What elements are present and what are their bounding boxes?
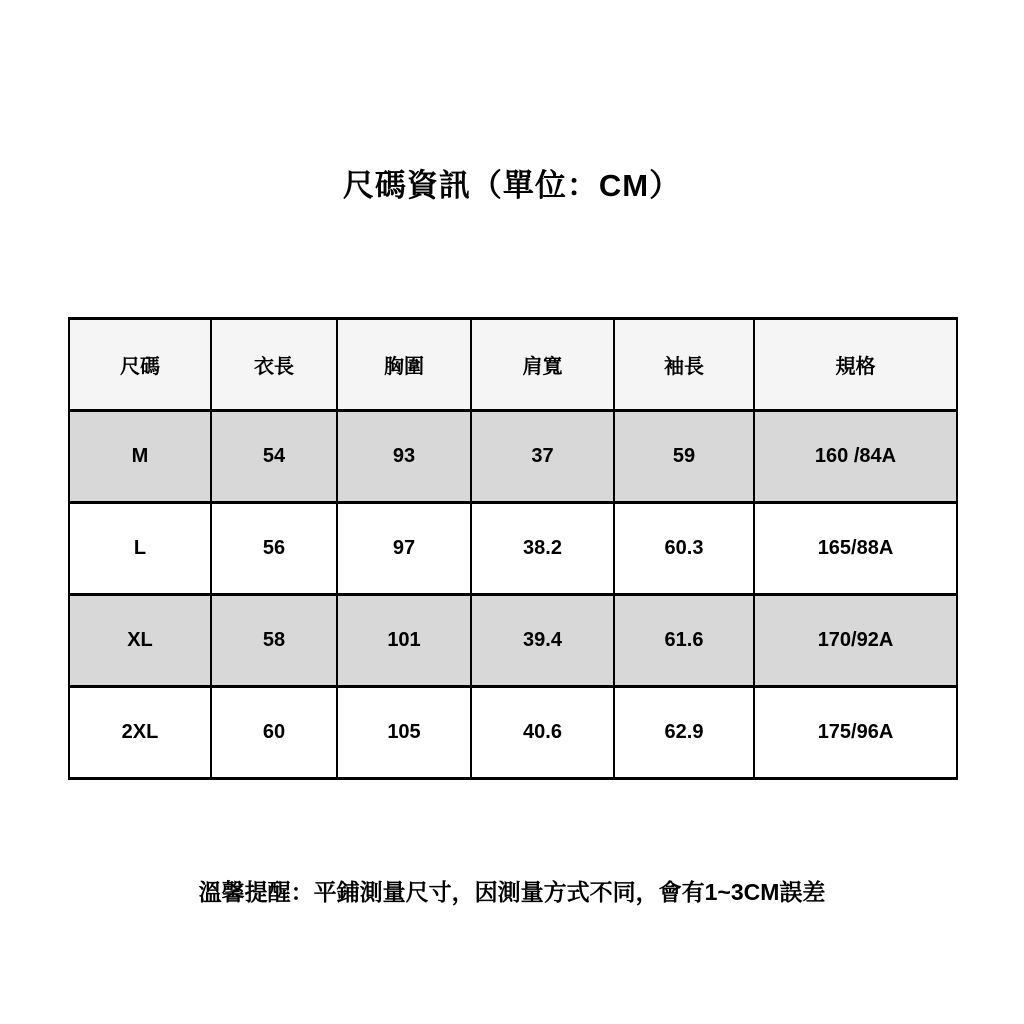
table-cell: 170/92A [754, 595, 957, 687]
table-cell: 54 [211, 411, 337, 503]
table-cell: 59 [614, 411, 754, 503]
table-cell: 175/96A [754, 687, 957, 779]
table-cell: 58 [211, 595, 337, 687]
table-cell: 60 [211, 687, 337, 779]
table-cell: 56 [211, 503, 337, 595]
table-header-row [69, 319, 957, 411]
table-cell: 38.2 [471, 503, 614, 595]
table-cell: 37 [471, 411, 614, 503]
size-label-cell: 2XL [69, 687, 211, 779]
reminder-note: 溫馨提醒：平鋪測量尺寸，因測量方式不同，會有1~3CM誤差 [198, 879, 826, 905]
table-cell: 101 [337, 595, 471, 687]
table-cell: 93 [337, 411, 471, 503]
table-cell: 40.6 [471, 687, 614, 779]
column-header-spec: 規格 [754, 319, 957, 411]
table-cell: 160 /84A [754, 411, 957, 503]
table-cell: 62.9 [614, 687, 754, 779]
table-row [69, 595, 957, 687]
table-row [69, 687, 957, 779]
column-header-size: 尺碼 [69, 319, 211, 411]
size-table [68, 317, 958, 780]
table-body [69, 411, 957, 779]
size-label-cell: XL [69, 595, 211, 687]
table-cell: 97 [337, 503, 471, 595]
column-header-sleeve: 袖長 [614, 319, 754, 411]
size-label-cell: M [69, 411, 211, 503]
table-cell: 165/88A [754, 503, 957, 595]
size-label-cell: L [69, 503, 211, 595]
column-header-chest: 胸圍 [337, 319, 471, 411]
table-cell: 39.4 [471, 595, 614, 687]
table-row [69, 411, 957, 503]
table-row [69, 503, 957, 595]
table-cell: 61.6 [614, 595, 754, 687]
column-header-length: 衣長 [211, 319, 337, 411]
table-cell: 60.3 [614, 503, 754, 595]
table-cell: 105 [337, 687, 471, 779]
table-header [69, 319, 957, 411]
column-header-shoulder: 肩寬 [471, 319, 614, 411]
page-title: 尺碼資訊（單位：CM） [342, 168, 682, 203]
